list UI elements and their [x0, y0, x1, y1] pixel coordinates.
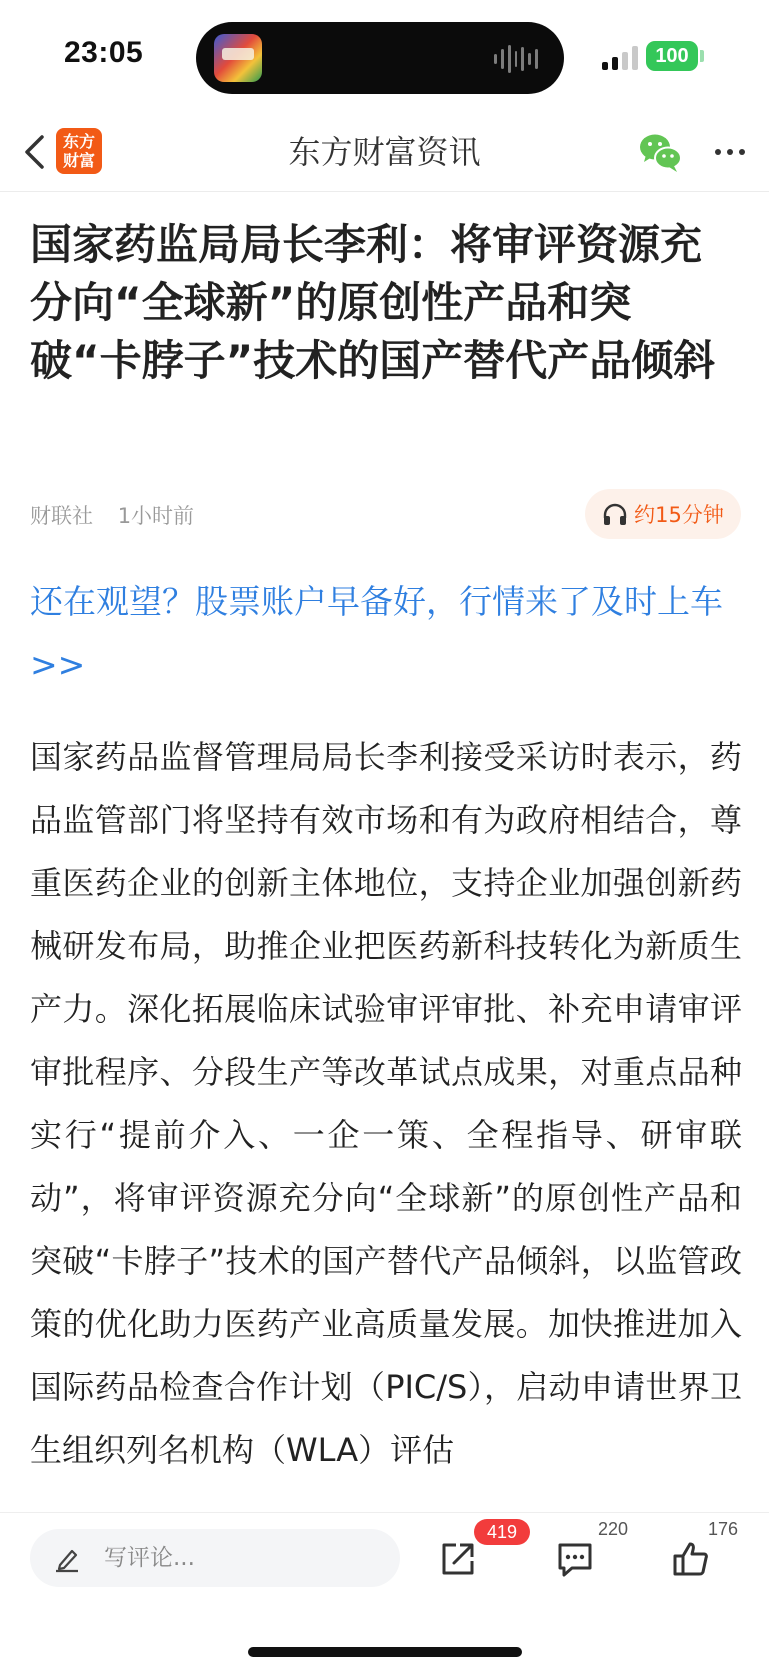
share-count-badge: 419 — [474, 1519, 530, 1545]
listen-audio-button[interactable] — [585, 489, 741, 539]
comment-input[interactable] — [104, 1529, 384, 1587]
logo-line-1: 东方 — [62, 132, 95, 151]
ellipsis-dot — [727, 149, 733, 155]
audio-waveform-icon — [494, 44, 538, 74]
app-logo[interactable] — [56, 128, 102, 174]
back-button[interactable] — [14, 126, 54, 178]
share-icon — [438, 1539, 478, 1579]
ellipsis-dot — [739, 149, 745, 155]
pencil-icon — [52, 1543, 82, 1573]
home-indicator[interactable] — [248, 1647, 522, 1657]
article-source[interactable]: 财联社 — [30, 504, 93, 528]
likes-count: 176 — [708, 1519, 739, 1539]
article-time: 1小时前 — [117, 504, 195, 528]
nav-bar — [0, 112, 769, 192]
ellipsis-icon — [715, 149, 721, 155]
article-body-viewport[interactable] — [0, 700, 769, 1512]
comments-button[interactable] — [545, 1529, 605, 1589]
comments-count: 220 — [598, 1519, 629, 1539]
comment-bubble-icon — [555, 1539, 595, 1579]
bottom-toolbar — [0, 1512, 769, 1665]
wechat-share-button[interactable] — [636, 128, 684, 176]
headphones-icon — [602, 502, 628, 526]
more-options-button[interactable] — [706, 128, 754, 176]
battery-indicator: 100 — [646, 41, 698, 71]
wechat-icon — [636, 128, 684, 176]
thumbs-up-icon — [671, 1539, 711, 1579]
article-meta — [30, 500, 194, 530]
chevron-left-icon — [22, 134, 46, 170]
cellular-signal-icon — [602, 44, 640, 70]
battery-tip — [700, 50, 704, 62]
status-bar — [0, 0, 769, 112]
now-playing-artwork — [214, 34, 262, 82]
logo-line-2: 财富 — [62, 151, 95, 170]
comment-box[interactable] — [30, 1529, 400, 1587]
status-time: 23:05 — [64, 36, 144, 69]
article-headline: 国家药监局局长李利：将审评资源充分向“全球新”的原创性产品和突破“卡脖子”技术的国产替代产品倾斜 — [30, 220, 716, 385]
article-body: 国家药品监督管理局局长李利接受采访时表示，药品监管部门将坚持有效市场和有为政府相结合，尊重医药企业的创新主体地位，支持企业加强创新药械研发布局，助推企业把医药新科技转化为新质生产力。深化拓展临床试验审评审批、补充申请审评审批程序、分段生产等改革试点成果，对重点品种实行“提前介入、一企一策、全程指导、研审联动”，将审评资源充分向“全球新”的原创性产品和突破“卡脖子”技术的国产替代产品倾斜，以监管政策的优化助力医药产业高质量发展。加快推进加入国际药品检查合作计划（PIC/S），启动申请世界卫生组织列名机构（WLA）评估 — [30, 738, 742, 1469]
open-account-promo-link[interactable]: 还在观望？股票账户早备好，行情来了及时上车>> — [30, 582, 723, 684]
dynamic-island[interactable] — [196, 22, 564, 94]
audio-duration-label: 约15分钟 — [634, 503, 724, 527]
page-title: 东方财富资讯 — [288, 133, 481, 171]
